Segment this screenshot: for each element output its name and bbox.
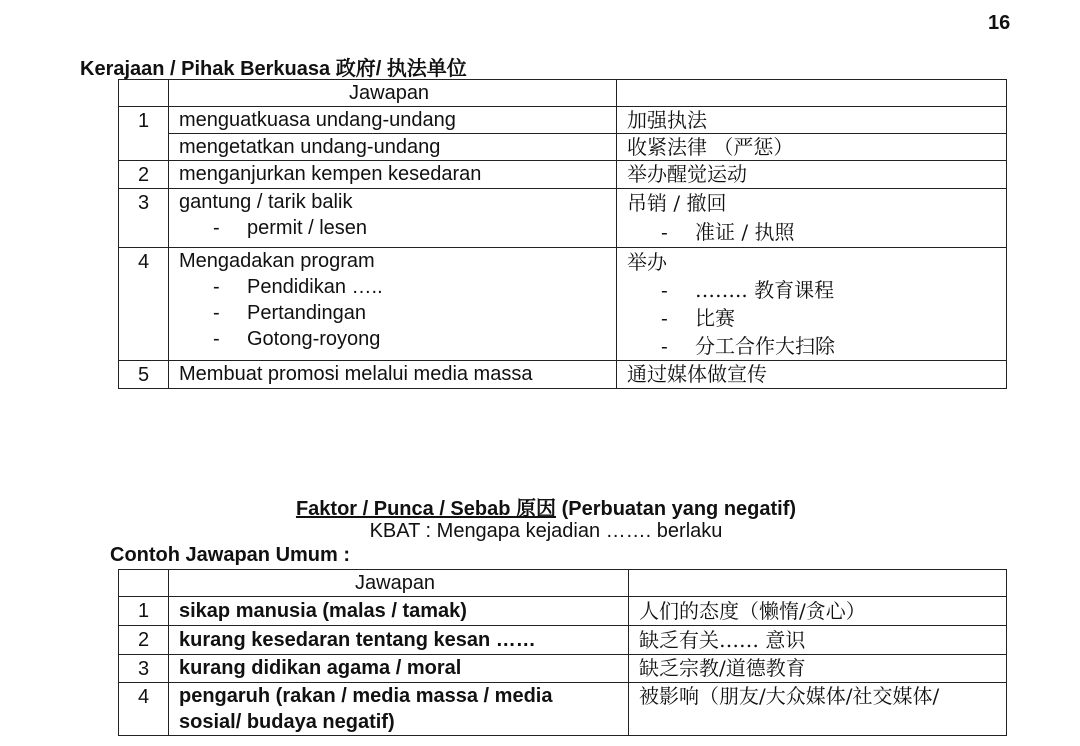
malay-answer: Membuat promosi melalui media massa bbox=[169, 361, 617, 389]
chinese-answer: 被影响（朋友/大众媒体/社交媒体/ bbox=[629, 683, 1007, 736]
malay-answer-cell bbox=[169, 189, 617, 248]
chinese-sub-item: - …….. 教育课程 bbox=[661, 278, 835, 302]
contoh-label: Contoh Jawapan Umum : bbox=[110, 544, 351, 566]
chinese-answer: 通过媒体做宣传 bbox=[617, 361, 1007, 389]
malay-sub-item: - Pendidikan ….. bbox=[213, 276, 383, 298]
row-number: 3 bbox=[119, 189, 169, 248]
row-number: 1 bbox=[119, 597, 169, 626]
chinese-answer: 加强执法 bbox=[617, 107, 1007, 134]
chinese-answer: 人们的态度（懒惰/贪心） bbox=[629, 597, 1007, 626]
malay-answer: menganjurkan kempen kesedaran bbox=[169, 161, 617, 189]
answer-table-faktor bbox=[118, 569, 1007, 736]
malay-sub-item: - Pertandingan bbox=[213, 302, 366, 324]
kbat-question: KBAT : Mengapa kejadian ……. berlaku bbox=[369, 520, 723, 542]
table-row bbox=[119, 161, 1007, 189]
row-number: 3 bbox=[119, 655, 169, 683]
malay-answer: pengaruh (rakan / media massa / media bbox=[179, 685, 553, 707]
chinese-answer: 收紧法律 （严惩） bbox=[617, 134, 1007, 161]
chinese-sub-item: - 分工合作大扫除 bbox=[661, 334, 835, 358]
table-row bbox=[119, 107, 1007, 134]
table-row bbox=[119, 361, 1007, 389]
table-row bbox=[119, 134, 1007, 161]
header-jawapan: Jawapan bbox=[169, 570, 629, 597]
chinese-sub-item: - 准证 / 执照 bbox=[661, 220, 795, 244]
row-number: 4 bbox=[119, 683, 169, 736]
malay-answer-line2: sosial/ budaya negatif) bbox=[179, 711, 395, 733]
row-number: 5 bbox=[119, 361, 169, 389]
row-number: 2 bbox=[119, 161, 169, 189]
malay-sub-item: - permit / lesen bbox=[213, 217, 368, 239]
header-jawapan: Jawapan bbox=[169, 80, 617, 107]
malay-answer: sikap manusia (malas / tamak) bbox=[169, 597, 629, 626]
malay-sub-item: - Gotong-royong bbox=[213, 328, 381, 350]
row-number: 1 bbox=[119, 107, 169, 161]
heading-underlined: Faktor / Punca / Sebab 原因 bbox=[295, 498, 557, 520]
chinese-answer: 缺乏有关…… 意识 bbox=[629, 626, 1007, 655]
chinese-answer: 举办醒觉运动 bbox=[617, 161, 1007, 189]
malay-answer: menguatkuasa undang-undang bbox=[169, 107, 617, 134]
malay-answer-cell bbox=[169, 248, 617, 361]
page-number: 16 bbox=[988, 12, 1011, 34]
answer-table-kerajaan bbox=[118, 79, 1007, 389]
chinese-answer: 举办 bbox=[627, 250, 667, 274]
chinese-answer-cell bbox=[617, 248, 1007, 361]
table-row bbox=[119, 626, 1007, 655]
malay-answer-cell bbox=[169, 683, 629, 736]
table-row bbox=[119, 248, 1007, 361]
malay-answer: kurang didikan agama / moral bbox=[169, 655, 629, 683]
table-row bbox=[119, 655, 1007, 683]
chinese-answer-cell bbox=[617, 189, 1007, 248]
heading-rest: (Perbuatan yang negatif) bbox=[556, 498, 797, 520]
table-row bbox=[119, 683, 1007, 736]
malay-answer: mengetatkan undang-undang bbox=[169, 134, 617, 161]
table-header-row bbox=[119, 570, 1007, 597]
row-number: 2 bbox=[119, 626, 169, 655]
chinese-answer: 吊销 / 撤回 bbox=[627, 191, 727, 215]
table-row bbox=[119, 189, 1007, 248]
chinese-answer: 缺乏宗教/道德教育 bbox=[629, 655, 1007, 683]
chinese-sub-item: - 比赛 bbox=[661, 306, 735, 330]
malay-answer: Mengadakan program bbox=[179, 250, 375, 272]
section-heading-faktor bbox=[0, 492, 1080, 521]
table-row bbox=[119, 597, 1007, 626]
malay-answer: gantung / tarik balik bbox=[179, 191, 353, 213]
malay-answer: kurang kesedaran tentang kesan …… bbox=[169, 626, 629, 655]
table-header-row bbox=[119, 80, 1007, 107]
section-title-kerajaan: Kerajaan / Pihak Berkuasa 政府/ 执法单位 bbox=[80, 58, 467, 80]
row-number: 4 bbox=[119, 248, 169, 361]
